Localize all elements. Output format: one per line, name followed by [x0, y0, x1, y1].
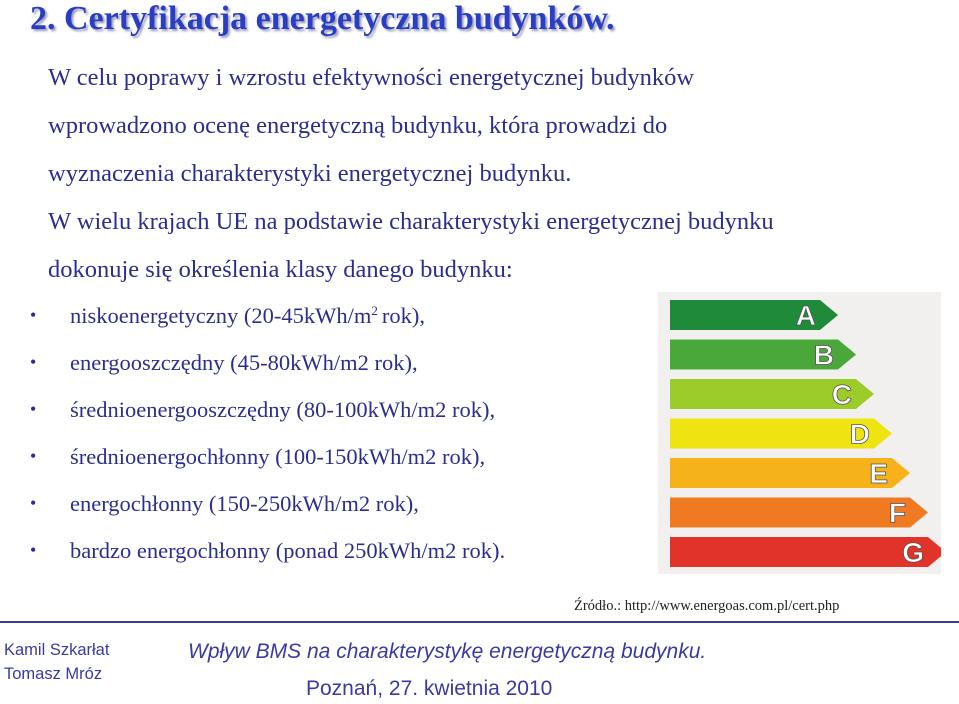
footer-divider [0, 621, 959, 623]
slide-title: 2. Certyfikacja energetyczna budynków. [30, 0, 615, 37]
list-item-text: średnioenergochłonny (100-150kWh/m2 rok), [70, 444, 486, 469]
source-citation: Źródło.: http://www.energoas.com.pl/cert.php [574, 598, 840, 614]
classes-paragraph [48, 198, 774, 294]
superscript: 2 [371, 302, 378, 318]
footer-authors [4, 638, 109, 686]
energy-class-letter: E [869, 458, 888, 489]
list-item-text-end: rok), [381, 303, 426, 328]
bullet-icon: • [30, 399, 37, 419]
energy-class-letter: G [902, 537, 924, 568]
author-name: Tomasz Mróz [4, 665, 103, 683]
energy-label-scale [658, 292, 941, 574]
energy-class-letter: B [813, 339, 834, 371]
energy-class-letter: D [849, 418, 870, 450]
intro-line-3: wyznaczenia charakterystyki energetycznej budynku. [48, 160, 572, 187]
list-item-text: bardzo energochłonny (ponad 250kWh/m2 rok). [70, 538, 506, 563]
list-item-text: energooszczędny (45-80kWh/m2 rok), [70, 350, 418, 375]
list-item-text: niskoenergetyczny (20-45kWh/m [70, 303, 372, 328]
list-item-text: średnioenergooszczędny (80-100kWh/m2 rok), [70, 397, 496, 422]
classes-line-2: dokonuje się określenia klasy danego budynku: [48, 256, 513, 283]
intro-line-2: wprowadzono ocenę energetyczną budynku, która prowadzi do [48, 112, 668, 139]
intro-paragraph [48, 54, 694, 198]
bullet-icon: • [30, 305, 37, 325]
footer-date: Poznań, 27. kwietnia 2010 [306, 677, 553, 700]
bullet-icon: • [30, 352, 37, 372]
energy-class-arrow-g [670, 537, 941, 567]
energy-class-letter: C [831, 379, 852, 410]
footer-title: Wpływ BMS na charakterystykę energetyczną budynku. [188, 640, 707, 663]
energy-class-letter: A [795, 300, 816, 331]
energy-label-graphic [658, 292, 941, 574]
classes-line-1: W wielu krajach UE na podstawie charakterystyki energetycznej budynku [48, 208, 774, 235]
author-name: Kamil Szkarłat [4, 641, 110, 659]
bullet-icon: • [30, 540, 37, 560]
intro-line-1: W celu poprawy i wzrostu efektywności energetycznej budynków [48, 64, 695, 91]
bullet-icon: • [30, 446, 37, 466]
energy-class-letter: F [888, 497, 906, 529]
list-item-text: energochłonny (150-250kWh/m2 rok), [70, 491, 419, 516]
bullet-icon: • [30, 493, 37, 513]
